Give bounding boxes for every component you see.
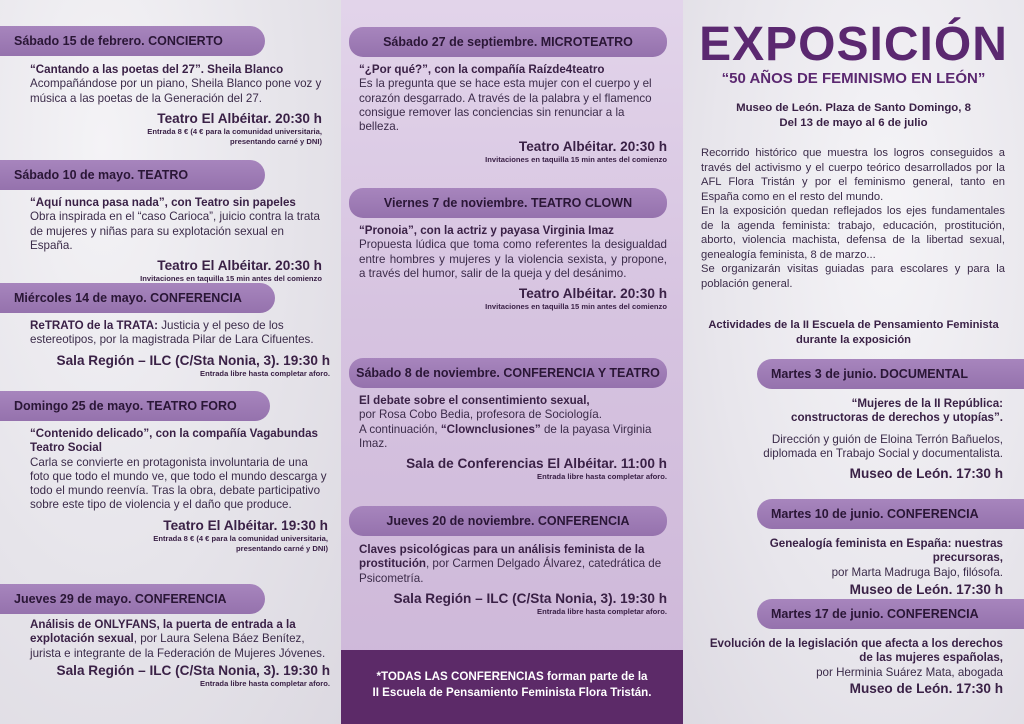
- event-title-cont: constructoras de derechos y utopías”.: [791, 411, 1003, 425]
- event-venue: Sala Región – ILC (C/Sta Nonia, 3). 19:30 h: [393, 590, 667, 606]
- event-header: Martes 10 de junio. CONFERENCIA: [757, 499, 1024, 529]
- event-header: Domingo 25 de mayo. TEATRO FORO: [0, 391, 270, 421]
- event-block: [30, 63, 322, 147]
- event-block: [701, 637, 1003, 697]
- event-title: “Contenido delicado”, con la compañía Vagabundas Teatro Social: [30, 427, 318, 455]
- event-note: Entrada libre hasta completar aforo.: [537, 472, 667, 482]
- event-note: Entrada libre hasta completar aforo.: [200, 678, 330, 688]
- middle-column: [341, 0, 683, 724]
- left-column: [0, 0, 341, 724]
- event-venue: Teatro Albéitar. 20:30 h: [518, 286, 667, 302]
- event-note: Entrada libre hasta completar aforo.: [537, 606, 667, 616]
- event-note: Invitaciones en taquilla 15 min antes del comienzo: [485, 155, 667, 165]
- exhibition-location: Museo de León. Plaza de Santo Domingo, 8 Del 13 de mayo al 6 de julio: [736, 102, 971, 129]
- event-description: Obra inspirada en el “caso Carioca”, juicio contra la trata de mujeres y niñas para su explotación sexual en España.: [30, 210, 320, 252]
- event-description: Justicia y el peso de los estereotipos, por la magistrada Pilar de Lara Cifuentes.: [30, 319, 314, 347]
- event-note: Entrada libre hasta completar aforo.: [200, 368, 330, 378]
- event-note: Entrada 8 € (4 € para la comunidad universitaria, presentando carné y DNI): [147, 126, 322, 146]
- event-header: Martes 17 de junio. CONFERENCIA: [757, 599, 1024, 629]
- event-header: Martes 3 de junio. DOCUMENTAL: [757, 359, 1024, 389]
- event-header: Viernes 7 de noviembre. TEATRO CLOWN: [349, 188, 667, 218]
- event-description: Acompañándose por un piano, Sheila Blanco pone voz y música a las poetas de la Generación del 27.: [30, 77, 322, 105]
- event-extra: A continuación, “Clownclusiones” de la payasa Virginia Imaz.: [359, 422, 652, 450]
- event-title: “¿Por qué?”, con la compañía Raízde4teatro: [359, 63, 605, 76]
- event-description: , por Laura Selena Báez Benítez, jurista e integrante de la Federación de Mujeres Jóvenes.: [30, 632, 326, 660]
- event-title: “Mujeres de la II República:: [851, 397, 1003, 410]
- event-header: Miércoles 14 de mayo. CONFERENCIA: [0, 283, 275, 313]
- event-header: Sábado 27 de septiembre. MICROTEATRO: [349, 27, 667, 57]
- event-block: [359, 63, 667, 165]
- event-block: [30, 319, 330, 379]
- event-title: Claves psicológicas para un análisis feminista de la prostitución: [359, 543, 645, 571]
- conferences-notice: *TODAS LAS CONFERENCIAS forman parte de la II Escuela de Pensamiento Feminista Flora Tristán.: [341, 650, 683, 724]
- event-block: [30, 196, 322, 284]
- event-description: por Rosa Cobo Bedia, profesora de Sociología.: [359, 408, 602, 422]
- right-column: [683, 0, 1024, 724]
- event-venue: Sala Región – ILC (C/Sta Nonia, 3). 19:30 h: [56, 352, 330, 368]
- event-venue: Sala Región – ILC (C/Sta Nonia, 3). 19:30 h: [56, 662, 330, 678]
- event-title: “Aquí nunca pasa nada”, con Teatro sin papeles: [30, 196, 296, 209]
- event-venue: Museo de León. 17:30 h: [849, 581, 1003, 597]
- event-description: Es la pregunta que se hace esta mujer con el cuerpo y el corazón desgarrado. A través de la palabra y el flamenco consigue remover las conciencias sin renunciar a la belleza.: [359, 77, 652, 134]
- event-header: Sábado 15 de febrero. CONCIERTO: [0, 26, 265, 56]
- event-title: Genealogía feminista en España: nuestras precursoras,: [769, 537, 1003, 565]
- event-block: [359, 224, 667, 312]
- event-venue: Sala de Conferencias El Albéitar. 11:00 h: [406, 456, 667, 472]
- exhibition-description: Recorrido histórico que muestra los logros conseguidos a través del activismo y el cuerpo teórico desarrollados por la AFL Flora Tristán y por el feminismo general, tanto en España como en el resto del mundo. En la exposición quedan reflejados los ejes fundamentales de la agenda feminista: trabajo, educación, prostitución, aborto, violencia machista, defensa de la libertad sexual, genealogía feminista, 8 de marzo... Se organizarán visitas guiadas para escolares y para la población general.: [701, 147, 1005, 290]
- event-header: Jueves 29 de mayo. CONFERENCIA: [0, 584, 265, 614]
- event-block: [359, 394, 667, 482]
- event-venue: Museo de León. 17:30 h: [849, 466, 1003, 482]
- event-description: Propuesta lúdica que toma como referentes la desigualdad entre hombres y mujeres y la violencia sexista, y propone, a través del humor, salir de la queja y del desánimo.: [359, 238, 667, 280]
- event-title-cont: de las mujeres españolas,: [859, 651, 1003, 665]
- exhibition-subtitle: “50 AÑOS DE FEMINISMO EN LEÓN”: [721, 70, 986, 87]
- event-header: Jueves 20 de noviembre. CONFERENCIA: [349, 506, 667, 536]
- event-description: por Herminia Suárez Mata, abogada: [816, 665, 1003, 679]
- event-venue: Teatro Albéitar. 20:30 h: [518, 139, 667, 155]
- event-venue: Teatro El Albéitar. 20:30 h: [157, 110, 322, 126]
- event-title: ReTRATO de la TRATA:: [30, 319, 158, 332]
- event-venue: Teatro El Albéitar. 19:30 h: [163, 517, 328, 533]
- event-venue: Museo de León. 17:30 h: [849, 680, 1003, 696]
- event-venue: Teatro El Albéitar. 20:30 h: [157, 258, 322, 274]
- event-header: Sábado 10 de mayo. TEATRO: [0, 160, 265, 190]
- event-block: [30, 427, 328, 554]
- event-description: Dirección y guión de Eloina Terrón Bañuelos,: [771, 432, 1003, 446]
- activities-heading: Actividades de la II Escuela de Pensamiento Feminista durante la exposición: [708, 319, 999, 346]
- event-title: El debate sobre el consentimiento sexual,: [359, 394, 590, 407]
- event-block: [701, 397, 1003, 482]
- event-title: Evolución de la legislación que afecta a los derechos: [709, 637, 1003, 650]
- event-header: Sábado 8 de noviembre. CONFERENCIA Y TEATRO: [349, 358, 667, 388]
- exhibition-title: EXPOSICIÓN: [699, 18, 1008, 71]
- event-title: “Cantando a las poetas del 27”. Sheila Blanco: [30, 63, 284, 76]
- event-note: Entrada 8 € (4 € para la comunidad universitaria, presentando carné y DNI): [153, 533, 328, 553]
- event-title: Análisis de ONLYFANS, la puerta de entrada a la explotación sexual: [30, 618, 296, 646]
- event-block: [30, 618, 330, 689]
- event-description: , por Carmen Delgado Álvarez, catedrática de Psicometría.: [359, 557, 662, 585]
- event-block: [359, 543, 667, 617]
- event-title: “Pronoia”, con la actriz y payasa Virginia Imaz: [359, 224, 614, 237]
- event-note: Invitaciones en taquilla 15 min antes del comienzo: [140, 274, 322, 284]
- event-note: Invitaciones en taquilla 15 min antes del comienzo: [485, 302, 667, 312]
- event-block: [701, 537, 1003, 598]
- event-description: Carla se convierte en protagonista involuntaria de una foto que todo el mundo ve, que todo el mundo descarga y todo el mundo reenvía. Tras la obra, debate participativo sobre este tipo de violencia y el daño que produce.: [30, 455, 327, 512]
- event-description-cont: diplomada en Trabajo Social y documentalista.: [763, 446, 1003, 460]
- event-description: por Marta Madruga Bajo, filósofa.: [831, 565, 1003, 579]
